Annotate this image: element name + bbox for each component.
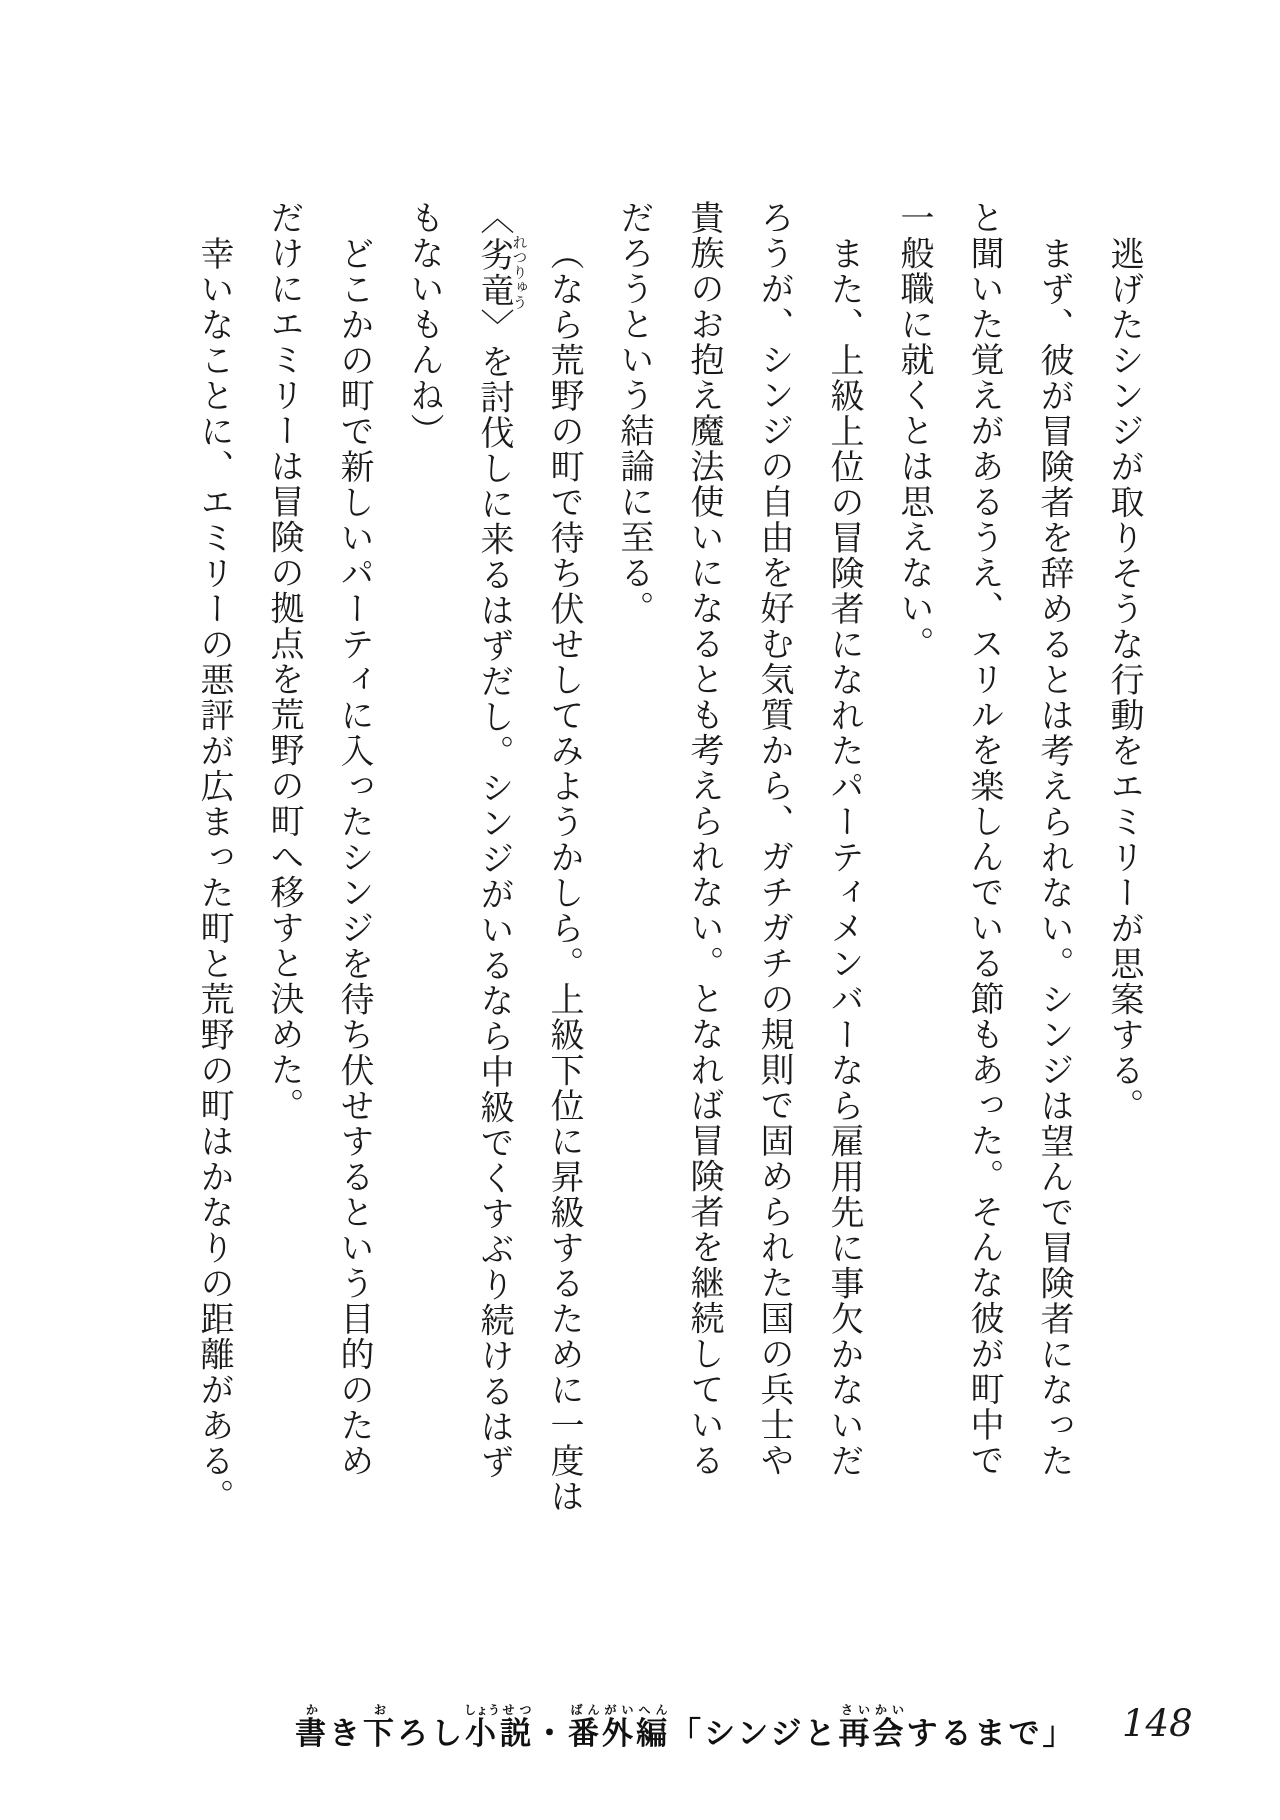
furigana: お — [363, 1703, 397, 1717]
ruby-annotated-text: 再さい — [838, 1703, 873, 1751]
ruby-annotated-text: 会かい — [872, 1703, 907, 1751]
furigana: へん — [636, 1703, 670, 1717]
text-line: （なら荒野の町で待ち伏せしてみようかしら。上級下位に昇級するために一度は — [545, 236, 582, 1514]
furigana: がい — [602, 1703, 636, 1717]
text-line: また、上級上位の冒険者になれたパーティメンバーなら雇用先に事欠かないだ — [825, 236, 862, 1479]
text-line: 幸いなことに、エミリーの悪評が広まった町と荒野の町はかなりの距離がある。 — [195, 236, 232, 1514]
furigana: ばん — [568, 1703, 602, 1717]
text-line: 一般職に就くとは思えない。 — [895, 200, 932, 662]
furigana: れつりゅう — [510, 234, 527, 310]
ruby-annotated-text: 外がい — [602, 1703, 636, 1751]
text-line: だけにエミリーは冒険の拠点を荒野の町へ移すと決めた。 — [265, 200, 302, 1123]
furigana: せつ — [500, 1703, 534, 1717]
furigana: か — [295, 1703, 329, 1717]
furigana: しょう — [464, 1703, 501, 1717]
ruby-annotated-text: 下お — [363, 1703, 397, 1751]
text-line: まず、彼が冒険者を辞めるとは考えられない。シンジは望んで冒険者になった — [1035, 236, 1072, 1479]
furigana: さい — [838, 1703, 873, 1717]
text-line: ろうが、シンジの自由を好む気質から、ガチガチの規則で固められた国の兵士や — [755, 200, 792, 1478]
ruby-annotated-text: 書か — [295, 1703, 329, 1751]
furigana: かい — [872, 1703, 907, 1717]
ruby-annotated-text: 劣竜れつりゅう — [475, 234, 527, 310]
text-line: もないもんね） — [405, 200, 442, 449]
ruby-annotated-text: 編へん — [636, 1703, 670, 1751]
text-line: 逃げたシンジが取りそうな行動をエミリーが思案する。 — [1105, 236, 1142, 1124]
body-text — [178, 200, 1158, 1550]
page-number: 148 — [1122, 1702, 1193, 1745]
text-line: 貴族のお抱え魔法使いになるとも考えられない。となれば冒険者を継続している — [685, 200, 722, 1478]
ruby-annotated-text: 小しょう — [464, 1703, 501, 1751]
chapter-title: 書かき下おろし小しょう説せつ・番ばん外がい編へん「シンジと再さい会かいするまで」 — [295, 1703, 1077, 1751]
ruby-annotated-text: 説せつ — [500, 1703, 534, 1751]
text-line: と聞いた覚えがあるうえ、スリルを楽しんでいる節もあった。そんな彼が町中で — [965, 200, 1002, 1478]
text-line: どこかの町で新しいパーティに入ったシンジを待ち伏せするという目的のため — [335, 236, 372, 1479]
ruby-annotated-text: 番ばん — [568, 1703, 602, 1751]
text-line: だろうという結論に至る。 — [615, 200, 652, 626]
text-line: 〈劣竜れつりゅう〉を討伐しに来るはずだし。シンジがいるなら中級でくすぶり続けるはず — [475, 200, 527, 1480]
